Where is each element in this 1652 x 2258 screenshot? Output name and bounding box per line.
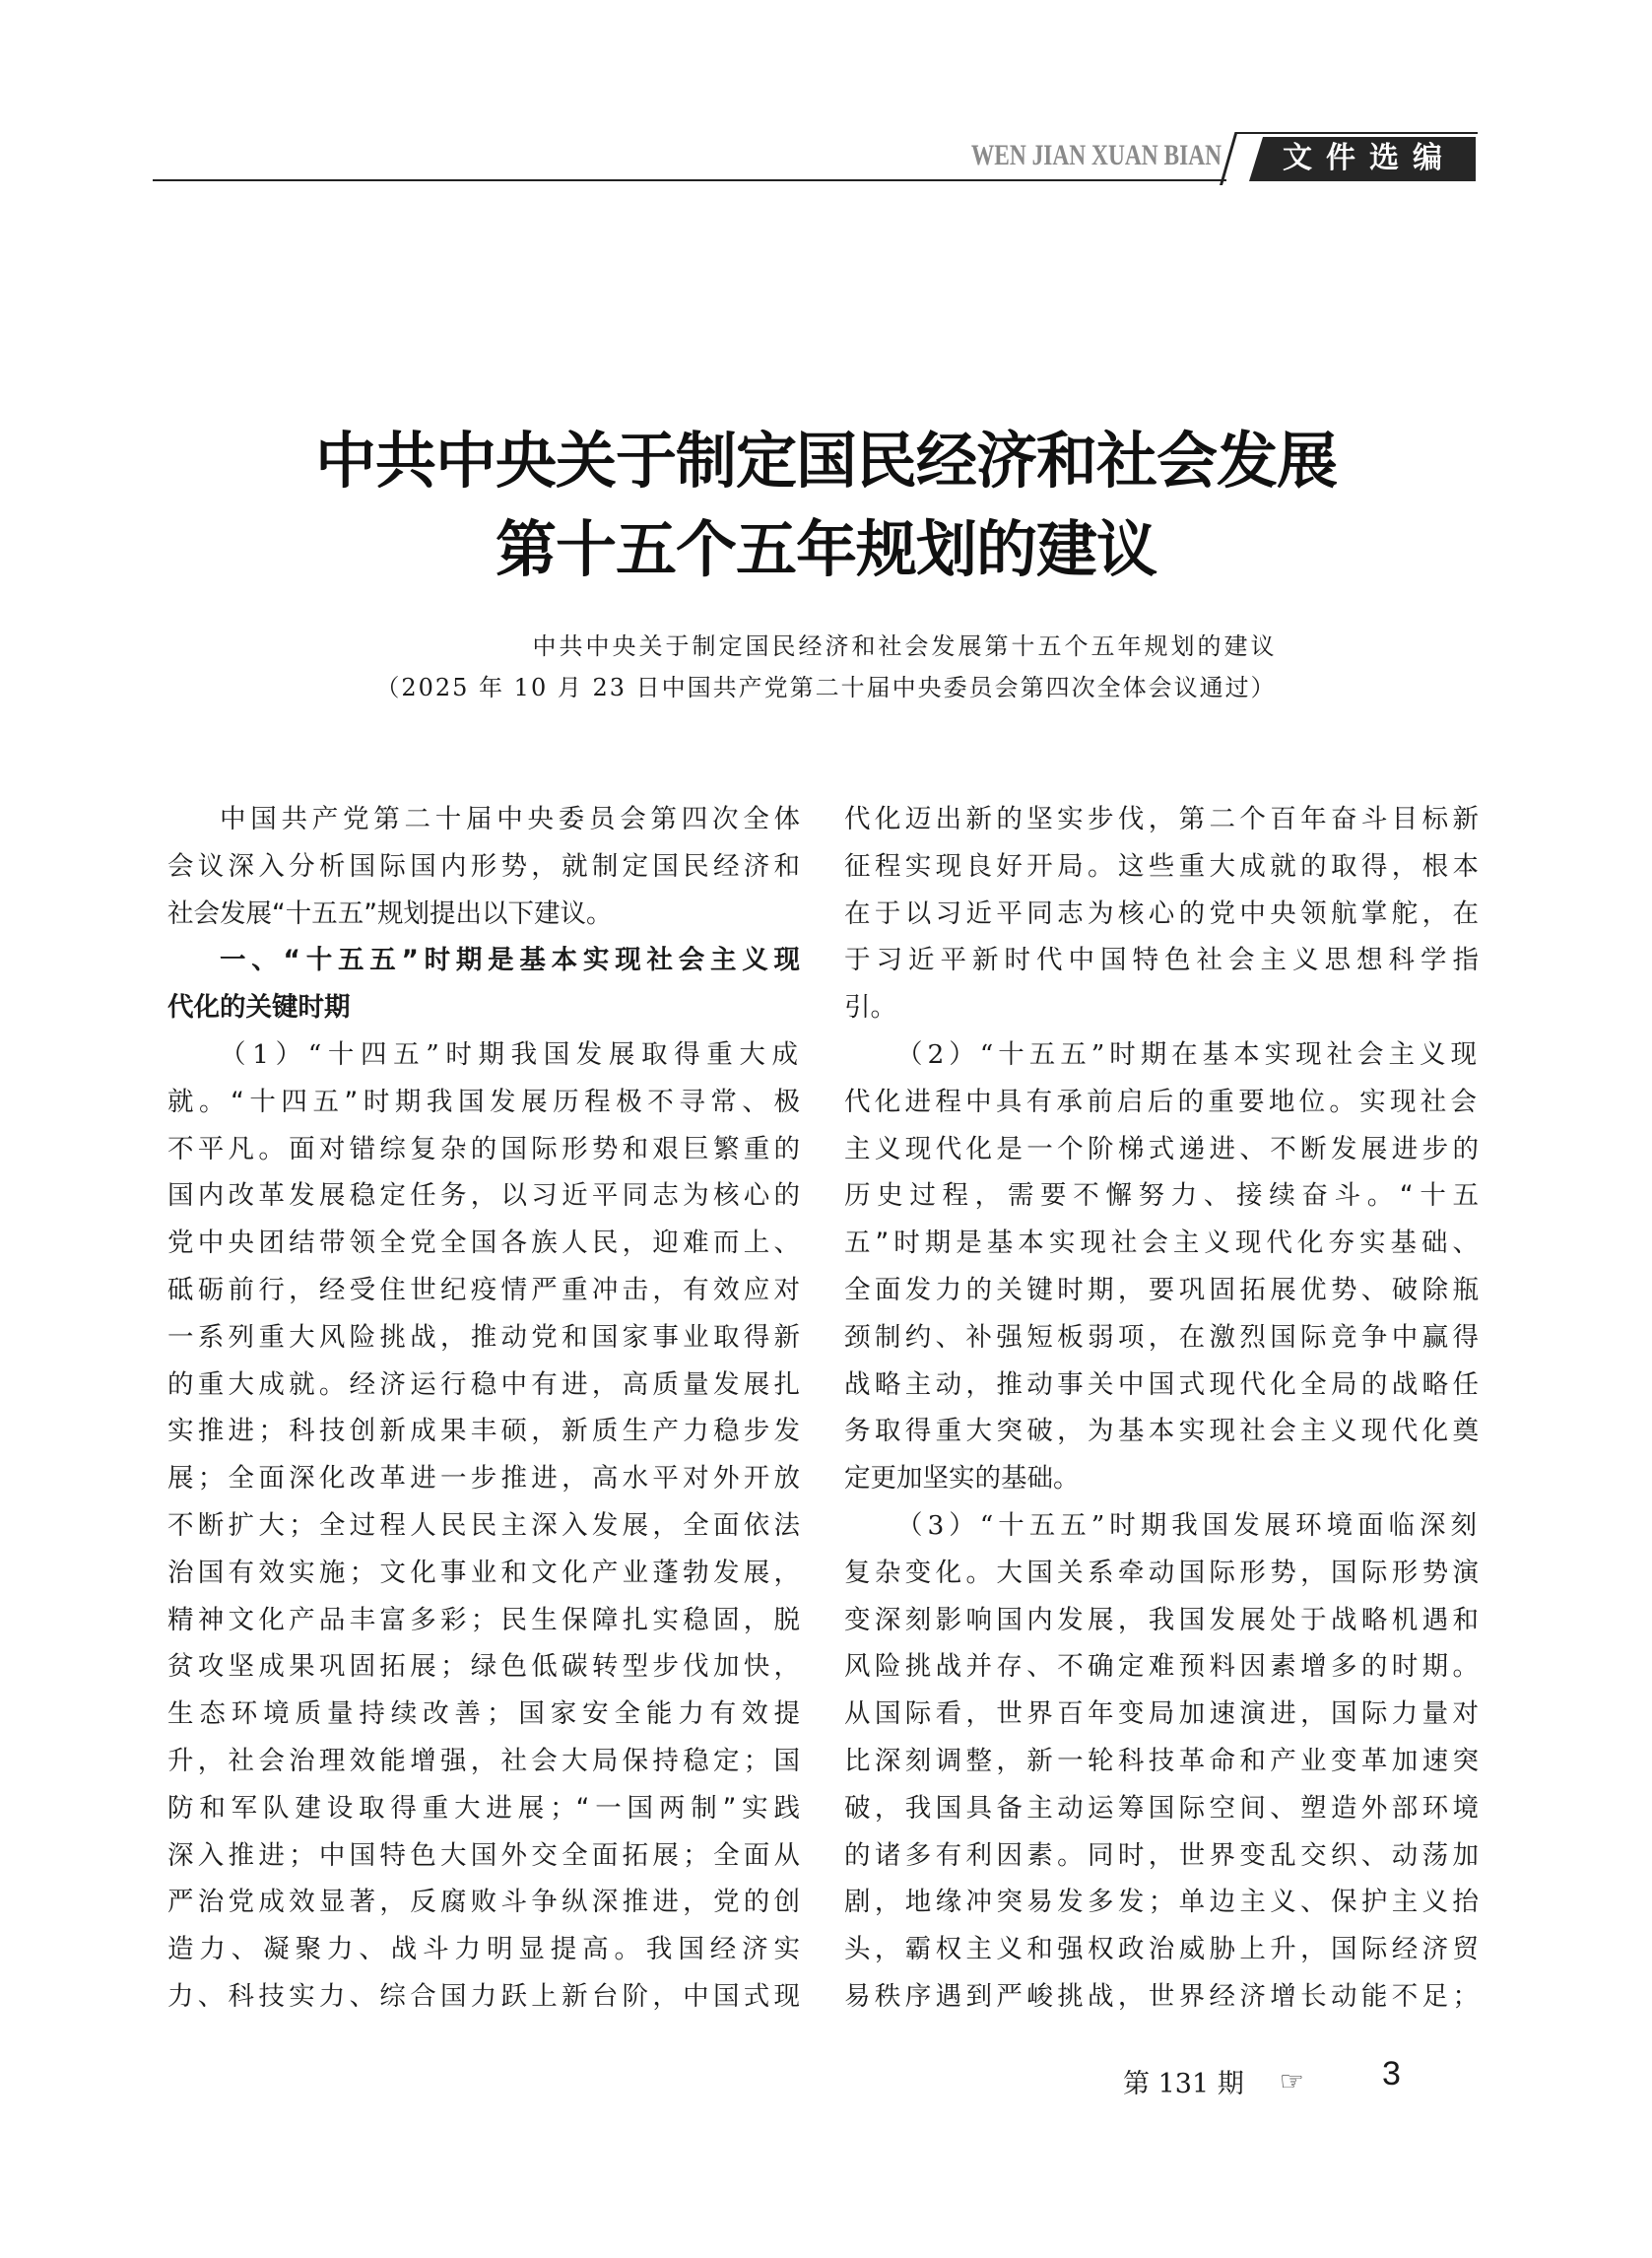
paragraph-line: 代化迈出新的坚实步伐，第二个百年奋斗目标新 xyxy=(844,804,1479,834)
document-title-line-1: 中共中央关于制定国民经济和社会发展 xyxy=(314,425,1337,497)
paragraph-line: 于习近平新时代中国特色社会主义思想科学指 xyxy=(844,945,1479,976)
paragraph-line: 造力、凝聚力、战斗力明显提高。我国经济实 xyxy=(167,1934,800,1965)
paragraph-line: （1）“十四五”时期我国发展取得重大成 xyxy=(220,1038,800,1070)
document-title-line-2: 第十五个五年规划的建议 xyxy=(495,513,1156,585)
paragraph-line: 不断扩大；全过程人民民主深入发展，全面依法 xyxy=(167,1509,800,1541)
paragraph-line: 代化进程中具有承前启后的重要地位。实现社会 xyxy=(844,1086,1479,1117)
paragraph-line: 的重大成就。经济运行稳中有进，高质量发展扎 xyxy=(167,1368,800,1400)
paragraph-line: 征程实现良好开局。这些重大成就的取得，根本 xyxy=(844,850,1479,882)
paragraph-line: 颈制约、补强短板弱项，在激烈国际竞争中赢得 xyxy=(844,1321,1479,1353)
issue-number: 第 131 期 xyxy=(1123,2068,1244,2099)
subtitle-line-1: 中共中央关于制定国民经济和社会发展第十五个五年规划的建议 xyxy=(532,632,1278,660)
paragraph-line: 在于以习近平同志为核心的党中央领航掌舵，在 xyxy=(844,897,1479,929)
paragraph-line: 定更加坚实的基础。 xyxy=(844,1463,1080,1494)
paragraph-line: 引。 xyxy=(844,992,896,1024)
paragraph-line: 头，霸权主义和强权政治威胁上升，国际经济贸 xyxy=(844,1934,1479,1965)
paragraph-line: 升，社会治理效能增强，社会大局保持稳定；国 xyxy=(167,1745,800,1776)
paragraph-line: 易秩序遇到严峻挑战，世界经济增长动能不足； xyxy=(844,1980,1479,2012)
paragraph-line: 全面发力的关键时期，要巩固拓展优势、破除瓶 xyxy=(844,1274,1479,1305)
paragraph-line: 贫攻坚成果巩固拓展；绿色低碳转型步伐加快， xyxy=(167,1651,800,1683)
paragraph-line: 中国共产党第二十届中央委员会第四次全体 xyxy=(220,804,800,834)
paragraph-line: 就。“十四五”时期我国发展历程极不寻常、极 xyxy=(167,1086,800,1117)
paragraph-line: 战略主动，推动事关中国式现代化全局的战略任 xyxy=(844,1368,1479,1400)
section-name-chinese: 文件选编 xyxy=(1283,141,1456,175)
paragraph-line: 展；全面深化改革进一步推进，高水平对外开放 xyxy=(167,1463,800,1494)
paragraph-line: 砥砺前行，经受住世纪疫情严重冲击，有效应对 xyxy=(167,1274,800,1305)
paragraph-line: 的诸多有利因素。同时，世界变乱交织、动荡加 xyxy=(844,1839,1479,1871)
paragraph-line: 防和军队建设取得重大进展；“一国两制”实践 xyxy=(167,1792,800,1824)
paragraph-line: 务取得重大突破，为基本实现社会主义现代化奠 xyxy=(844,1416,1479,1447)
paragraph-line: 复杂变化。大国关系牵动国际形势，国际形势演 xyxy=(844,1557,1479,1588)
paragraph-line: 深入推进；中国特色大国外交全面拓展；全面从 xyxy=(167,1839,800,1871)
paragraph-line: 会议深入分析国际国内形势，就制定国民经济和 xyxy=(167,850,800,882)
paragraph-line: 党中央团结带领全党全国各族人民，迎难而上、 xyxy=(167,1228,800,1259)
paragraph-line: 精神文化产品丰富多彩；民生保障扎实稳固，脱 xyxy=(167,1604,800,1635)
paragraph-line: 剧，地缘冲突易发多发；单边主义、保护主义抬 xyxy=(844,1887,1479,1918)
body-left-column xyxy=(167,796,800,2021)
section-heading-line: 一、“十五五”时期是基本实现社会主义现 xyxy=(220,945,800,976)
header-rule xyxy=(153,179,1226,181)
header-slant-divider xyxy=(1220,132,1237,185)
paragraph-line: 生态环境质量持续改善；国家安全能力有效提 xyxy=(167,1698,800,1730)
paragraph-line: 不平凡。面对错综复杂的国际形势和艰巨繁重的 xyxy=(167,1133,800,1164)
paragraph-line: 比深刻调整，新一轮科技革命和产业变革加速突 xyxy=(844,1745,1479,1776)
paragraph-line: 主义现代化是一个阶梯式递进、不断发展进步的 xyxy=(844,1133,1479,1164)
paragraph-line: 国内改革发展稳定任务，以习近平同志为核心的 xyxy=(167,1180,800,1212)
header-top-rule xyxy=(1237,132,1478,134)
body-right-column xyxy=(844,796,1479,2021)
paragraph-line: 一系列重大风险挑战，推动党和国家事业取得新 xyxy=(167,1321,800,1353)
section-heading-line: 代化的关键时期 xyxy=(167,992,351,1024)
paragraph-line: （2）“十五五”时期在基本实现社会主义现 xyxy=(896,1038,1479,1070)
paragraph-line: 实推进；科技创新成果丰硕，新质生产力稳步发 xyxy=(167,1416,800,1447)
paragraph-line: 社会发展“十五五”规划提出以下建议。 xyxy=(167,897,613,929)
paragraph-line: 破，我国具备主动运筹国际空间、塑造外部环境 xyxy=(844,1792,1479,1824)
paragraph-line: 严治党成效显著，反腐败斗争纵深推进，党的创 xyxy=(167,1887,800,1918)
page-footer xyxy=(1123,2061,1304,2100)
paragraph-line: 变深刻影响国内发展，我国发展处于战略机遇和 xyxy=(844,1604,1479,1635)
subtitle-line-2: （2025 年 10 月 23 日中国共产党第二十届中央委员会第四次全体会议通过） xyxy=(375,674,1277,701)
page-number: 3 xyxy=(1382,2055,1401,2092)
paragraph-line: （3）“十五五”时期我国发展环境面临深刻 xyxy=(896,1509,1479,1541)
paragraph-line: 力、科技实力、综合国力跃上新台阶，中国式现 xyxy=(167,1980,800,2012)
paragraph-line: 治国有效实施；文化事业和文化产业蓬勃发展， xyxy=(167,1557,800,1588)
paragraph-line: 风险挑战并存、不确定难预料因素增多的时期。 xyxy=(844,1651,1479,1683)
paragraph-line: 从国际看，世界百年变局加速演进，国际力量对 xyxy=(844,1698,1479,1730)
pointing-hand-icon: ☞ xyxy=(1279,2064,1304,2097)
section-name-pinyin: WEN JIAN XUAN BIAN xyxy=(970,139,1222,171)
paragraph-line: 历史过程，需要不懈努力、接续奋斗。“十五 xyxy=(844,1180,1479,1212)
paragraph-line: 五”时期是基本实现社会主义现代化夯实基础、 xyxy=(844,1228,1479,1259)
